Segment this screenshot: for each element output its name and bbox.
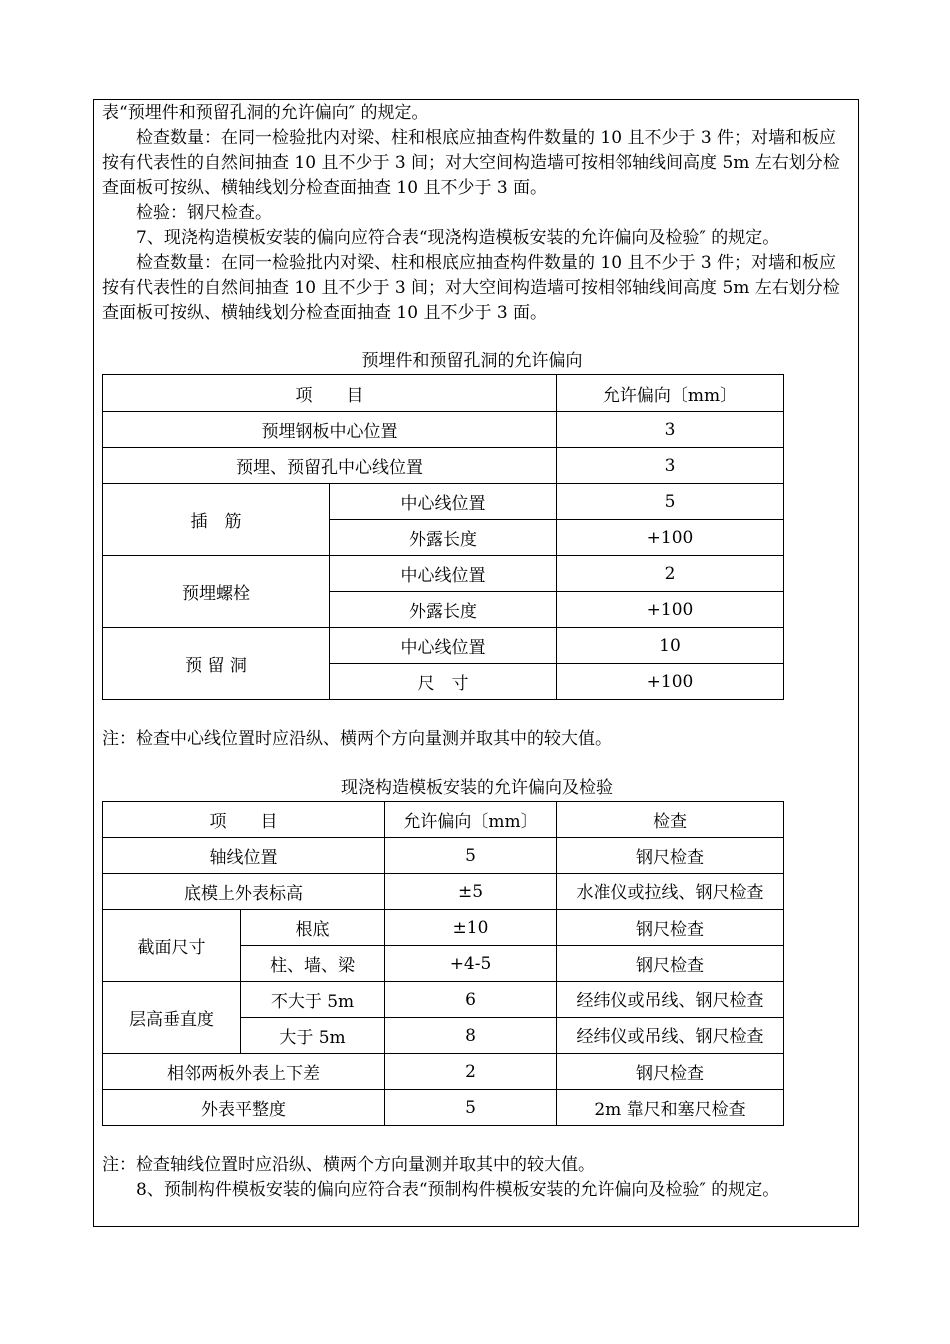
- table1-sub-dev: 2: [557, 556, 784, 592]
- table1-group-name: 预埋螺栓: [103, 556, 330, 628]
- table1-sub-dev: 10: [557, 628, 784, 664]
- paragraph-5: 检查数量：在同一检验批内对梁、柱和根底应抽查构件数量的 10 且不少于 3 件；对墙和板应按有代表性的自然间抽查 10 且不少于 3 间；对大空间构造墙可按相邻轴线间高度 5m 左右划分检查面板可按纵、横轴线划分检查面抽查 10 且不少于 3 面。: [102, 253, 840, 323]
- table2-sub-item: 柱、墙、梁: [241, 946, 385, 982]
- table2-check-text: 经纬仪或吊线、钢尺检查: [576, 1026, 764, 1047]
- table1-row-dev: 3: [557, 412, 784, 448]
- table1-note: 注：检查中心线位置时应沿纵、横两个方向量测并取其中的较大值。: [102, 729, 612, 749]
- bottom-text: [102, 1178, 842, 1203]
- table2-row-dev: 2: [385, 1054, 557, 1090]
- table2-sub-check: 钢尺检查: [557, 946, 784, 982]
- table1-row-item: 预埋、预留孔中心线位置: [103, 448, 557, 484]
- table2-title: 现浇构造模板安装的允许偏向及检验: [341, 778, 613, 798]
- table2-row-check: 2m 靠尺和塞尺检查: [557, 1090, 784, 1126]
- table2-note: 注：检查轴线位置时应沿纵、横两个方向量测并取其中的较大值。: [102, 1155, 595, 1175]
- table2-group-name: 截面尺寸: [103, 910, 241, 982]
- table1-header-item: 项 目: [103, 375, 557, 412]
- table2-check-text: 水准仪或拉线、钢尺检查: [576, 882, 764, 903]
- table2-sub-item: 根底: [241, 910, 385, 946]
- table2-sub-dev: 8: [385, 1018, 557, 1054]
- table2-row-item: 外表平整度: [103, 1090, 385, 1126]
- table1-sub-item: 中心线位置: [330, 556, 557, 592]
- table1-sub-item: 尺 寸: [330, 664, 557, 700]
- table2-row-check: [557, 874, 784, 910]
- table1-header-dev: 允许偏向〔mm〕: [557, 375, 784, 412]
- table1-sub-item: 外露长度: [330, 592, 557, 628]
- table2-sub-dev: 6: [385, 982, 557, 1018]
- table2-sub-item: 不大于 5m: [241, 982, 385, 1018]
- top-text: [102, 101, 842, 326]
- table2-sub-item: 大于 5m: [241, 1018, 385, 1054]
- table2-sub-check: [557, 1018, 784, 1054]
- table2-header-item: 项 目: [103, 802, 385, 838]
- table2-row-check: 钢尺检查: [557, 838, 784, 874]
- paragraph-4: 7、现浇构造模板安装的偏向应符合表“现浇构造模板安装的允许偏向及检验″ 的规定。: [136, 228, 780, 248]
- paragraph-3: 检验：钢尺检查。: [136, 203, 272, 223]
- table2-row-dev: 5: [385, 838, 557, 874]
- table1-row-dev: 3: [557, 448, 784, 484]
- table1-group-name: 预 留 洞: [103, 628, 330, 700]
- table2-sub-check: [557, 982, 784, 1018]
- table1-sub-dev: 5: [557, 484, 784, 520]
- table2-row-dev: 5: [385, 1090, 557, 1126]
- table2-sub-dev: +4-5: [385, 946, 557, 982]
- table1-sub-dev: +100: [557, 520, 784, 556]
- table1-sub-dev: +100: [557, 664, 784, 700]
- embedded-parts-table: [102, 374, 784, 700]
- table1-group-name: 插 筋: [103, 484, 330, 556]
- table2-row-dev: ±5: [385, 874, 557, 910]
- table1-title: 预埋件和预留孔洞的允许偏向: [361, 351, 583, 371]
- table1-sub-item: 中心线位置: [330, 628, 557, 664]
- table2-row-check: 钢尺检查: [557, 1054, 784, 1090]
- paragraph-8: 8、预制构件模板安装的偏向应符合表“预制构件模板安装的允许偏向及检验″ 的规定。: [136, 1180, 780, 1200]
- table2-row-item: 轴线位置: [103, 838, 385, 874]
- paragraph-1: 表“预埋件和预留孔洞的允许偏向″ 的规定。: [102, 103, 429, 123]
- table2-row-item: 底模上外表标高: [103, 874, 385, 910]
- table2-check-text: 经纬仪或吊线、钢尺检查: [576, 990, 764, 1011]
- table1-sub-item: 外露长度: [330, 520, 557, 556]
- table1-row-item: 预埋钢板中心位置: [103, 412, 557, 448]
- table2-header-dev: 允许偏向〔mm〕: [385, 802, 557, 838]
- table2-sub-dev: ±10: [385, 910, 557, 946]
- table1-sub-item: 中心线位置: [330, 484, 557, 520]
- paragraph-2: 检查数量：在同一检验批内对梁、柱和根底应抽查构件数量的 10 且不少于 3 件；对墙和板应按有代表性的自然间抽查 10 且不少于 3 间；对大空间构造墙可按相邻轴线间高度 5m 左右划分检查面板可按纵、横轴线划分检查面抽查 10 且不少于 3 面。: [102, 128, 840, 198]
- table1-sub-dev: +100: [557, 592, 784, 628]
- table2-sub-check: 钢尺检查: [557, 910, 784, 946]
- table2-header-check: 检查: [557, 802, 784, 838]
- table2-group-name: 层高垂直度: [103, 982, 241, 1054]
- formwork-deviation-table: [102, 801, 784, 1126]
- table2-row-item: 相邻两板外表上下差: [103, 1054, 385, 1090]
